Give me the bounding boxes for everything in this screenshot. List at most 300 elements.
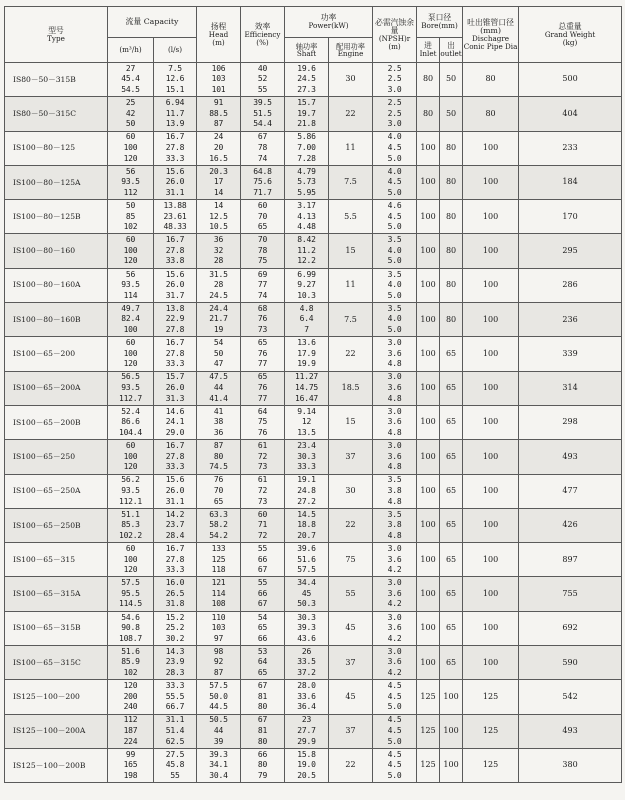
cell-value: 7.5 bbox=[168, 63, 182, 73]
col-engine-header: 配用功率 Engine bbox=[329, 38, 373, 63]
table-row bbox=[5, 474, 622, 508]
cell-value: 67 bbox=[257, 715, 268, 725]
cell-outlet: 65 bbox=[440, 405, 463, 439]
cell-value: 3.6 bbox=[387, 623, 402, 633]
cell-value: 26.0 bbox=[165, 485, 185, 495]
cell-value: 56.2 bbox=[121, 475, 140, 485]
cell-engine: 7.5 bbox=[329, 165, 373, 199]
col-shaft-header: 轴功率 Shaft bbox=[285, 38, 329, 63]
cell-q-ls bbox=[154, 63, 197, 97]
cell-value: 2.5 bbox=[387, 74, 402, 84]
cell-value: 100 bbox=[123, 451, 138, 461]
cell-value: 33.3 bbox=[165, 462, 185, 472]
cell-value: 67 bbox=[257, 565, 268, 575]
cell-value: 65 bbox=[257, 623, 268, 633]
cell-discharge: 100 bbox=[463, 200, 519, 234]
cell-outlet: 65 bbox=[440, 337, 463, 371]
cell-value: 65 bbox=[257, 667, 268, 677]
cell-value: 18.8 bbox=[297, 520, 316, 530]
cell-value: 15.8 bbox=[297, 749, 316, 759]
cell-value: 19.9 bbox=[297, 359, 316, 369]
table-row bbox=[5, 680, 622, 714]
cell-value: 120 bbox=[123, 359, 138, 369]
cell-discharge: 125 bbox=[463, 714, 519, 748]
cell-inlet: 100 bbox=[417, 131, 440, 165]
cell-shaft bbox=[285, 405, 329, 439]
cell-value: 69 bbox=[257, 269, 268, 279]
col-power-header: 功率 Power(kW) bbox=[285, 7, 373, 38]
cell-value: 6.99 bbox=[297, 269, 316, 279]
cell-value: 50 bbox=[213, 348, 224, 358]
cell-value: 74 bbox=[257, 153, 268, 163]
cell-eff bbox=[241, 543, 285, 577]
cell-type: IS100－65－250A bbox=[5, 474, 108, 508]
cell-outlet: 65 bbox=[440, 543, 463, 577]
cell-value: 80 bbox=[213, 451, 224, 461]
cell-value: 114 bbox=[211, 588, 226, 598]
cell-npsh bbox=[373, 337, 417, 371]
cell-value: 27.8 bbox=[165, 348, 185, 358]
cell-value: 55 bbox=[257, 84, 268, 94]
cell-weight: 170 bbox=[519, 200, 622, 234]
cell-value: 78 bbox=[257, 245, 268, 255]
cell-eff bbox=[241, 611, 285, 645]
cell-npsh bbox=[373, 268, 417, 302]
cell-value: 45 bbox=[301, 588, 312, 598]
cell-engine: 37 bbox=[329, 440, 373, 474]
cell-value: 65 bbox=[213, 496, 224, 506]
cell-value: 31.1 bbox=[165, 715, 185, 725]
cell-value: 23.9 bbox=[165, 657, 185, 667]
cell-value: 27.2 bbox=[297, 496, 316, 506]
cell-value: 93.5 bbox=[121, 177, 140, 187]
cell-type: IS100－80－160 bbox=[5, 234, 108, 268]
cell-q-ls bbox=[154, 474, 197, 508]
cell-outlet: 100 bbox=[440, 748, 463, 782]
cell-value: 4.2 bbox=[387, 565, 402, 575]
cell-value: 97 bbox=[213, 633, 224, 643]
cell-value: 76 bbox=[257, 383, 268, 393]
cell-eff bbox=[241, 680, 285, 714]
cell-outlet: 100 bbox=[440, 714, 463, 748]
cell-value: 15.6 bbox=[165, 475, 185, 485]
cell-value: 3.6 bbox=[387, 588, 402, 598]
cell-value: 19.6 bbox=[297, 63, 316, 73]
cell-value: 66 bbox=[257, 588, 268, 598]
cell-weight: 339 bbox=[519, 337, 622, 371]
cell-value: 16.5 bbox=[209, 153, 228, 163]
cell-value: 200 bbox=[123, 691, 138, 701]
cell-value: 3.0 bbox=[387, 578, 402, 588]
cell-value: 44 bbox=[213, 725, 224, 735]
cell-q-ls bbox=[154, 97, 197, 131]
table-row bbox=[5, 577, 622, 611]
cell-value: 30.3 bbox=[297, 451, 316, 461]
cell-value: 24.1 bbox=[165, 417, 185, 427]
cell-value: 15.6 bbox=[165, 166, 185, 176]
cell-value: 5.0 bbox=[387, 736, 402, 746]
cell-value: 24.8 bbox=[297, 485, 316, 495]
cell-value: 14.75 bbox=[294, 383, 319, 393]
col-outlet-header: 出 outlet bbox=[440, 38, 463, 63]
cell-head bbox=[197, 680, 241, 714]
table-row bbox=[5, 165, 622, 199]
cell-outlet: 100 bbox=[440, 680, 463, 714]
cell-value: 3.6 bbox=[387, 348, 402, 358]
cell-value: 73 bbox=[257, 325, 268, 335]
cell-value: 20 bbox=[213, 142, 224, 152]
cell-value: 31.1 bbox=[165, 187, 185, 197]
cell-engine: 45 bbox=[329, 680, 373, 714]
cell-engine: 30 bbox=[329, 474, 373, 508]
cell-inlet: 100 bbox=[417, 405, 440, 439]
cell-value: 4.0 bbox=[387, 245, 402, 255]
cell-head bbox=[197, 234, 241, 268]
cell-value: 24.5 bbox=[297, 74, 316, 84]
cell-value: 5.0 bbox=[387, 222, 402, 232]
cell-inlet: 80 bbox=[417, 97, 440, 131]
cell-weight: 692 bbox=[519, 611, 622, 645]
cell-value: 14.2 bbox=[165, 509, 185, 519]
cell-q-m3h bbox=[108, 611, 154, 645]
cell-value: 4.8 bbox=[387, 393, 402, 403]
cell-shaft bbox=[285, 714, 329, 748]
cell-value: 3.6 bbox=[387, 417, 402, 427]
cell-shaft bbox=[285, 508, 329, 542]
cell-shaft bbox=[285, 646, 329, 680]
cell-discharge: 100 bbox=[463, 474, 519, 508]
cell-value: 4.5 bbox=[387, 142, 402, 152]
cell-value: 28 bbox=[213, 256, 224, 266]
cell-value: 20.7 bbox=[297, 530, 316, 540]
cell-value: 25.2 bbox=[165, 623, 185, 633]
cell-engine: 22 bbox=[329, 97, 373, 131]
cell-q-ls bbox=[154, 165, 197, 199]
cell-value: 62.5 bbox=[165, 736, 185, 746]
cell-value: 13.8 bbox=[165, 303, 185, 313]
cell-value: 102 bbox=[123, 667, 138, 677]
cell-value: 27.8 bbox=[165, 451, 185, 461]
cell-type: IS100－65－200A bbox=[5, 371, 108, 405]
cell-value: 198 bbox=[123, 770, 138, 780]
cell-value: 39.5 bbox=[253, 98, 272, 108]
cell-value: 4.8 bbox=[387, 462, 402, 472]
cell-npsh bbox=[373, 646, 417, 680]
cell-value: 4.0 bbox=[387, 166, 402, 176]
cell-value: 51.6 bbox=[297, 554, 316, 564]
table-row bbox=[5, 646, 622, 680]
cell-value: 11.2 bbox=[297, 245, 316, 255]
cell-value: 66 bbox=[257, 554, 268, 564]
cell-engine: 55 bbox=[329, 577, 373, 611]
cell-value: 78 bbox=[257, 142, 268, 152]
cell-inlet: 100 bbox=[417, 268, 440, 302]
cell-value: 70 bbox=[257, 211, 268, 221]
table-row bbox=[5, 200, 622, 234]
cell-value: 15.1 bbox=[165, 84, 185, 94]
cell-value: 34.1 bbox=[209, 760, 228, 770]
col-npsh-header: 必需汽蚀余量 (NPSH)r (m) bbox=[373, 7, 417, 63]
cell-value: 54.2 bbox=[209, 530, 228, 540]
cell-value: 60 bbox=[125, 338, 136, 348]
cell-value: 6.94 bbox=[165, 98, 185, 108]
cell-value: 77 bbox=[257, 280, 268, 290]
cell-value: 67 bbox=[257, 599, 268, 609]
cell-value: 64 bbox=[257, 657, 268, 667]
cell-value: 4.13 bbox=[297, 211, 316, 221]
cell-value: 71 bbox=[257, 520, 268, 530]
table-row bbox=[5, 63, 622, 97]
cell-eff bbox=[241, 97, 285, 131]
cell-type: IS100－65－250B bbox=[5, 508, 108, 542]
cell-value: 39.3 bbox=[209, 749, 228, 759]
cell-q-ls bbox=[154, 405, 197, 439]
cell-shaft bbox=[285, 611, 329, 645]
cell-value: 17 bbox=[213, 177, 224, 187]
cell-inlet: 80 bbox=[417, 63, 440, 97]
cell-value: 33.3 bbox=[165, 153, 185, 163]
cell-outlet: 65 bbox=[440, 440, 463, 474]
cell-value: 77 bbox=[257, 359, 268, 369]
cell-weight: 298 bbox=[519, 405, 622, 439]
cell-value: 75.6 bbox=[253, 177, 272, 187]
table-row bbox=[5, 440, 622, 474]
cell-shaft bbox=[285, 680, 329, 714]
cell-value: 37.2 bbox=[297, 667, 316, 677]
table-row bbox=[5, 508, 622, 542]
cell-value: 93.5 bbox=[121, 485, 140, 495]
cell-value: 14.5 bbox=[297, 509, 316, 519]
cell-type: IS100－65－250 bbox=[5, 440, 108, 474]
cell-discharge: 100 bbox=[463, 543, 519, 577]
cell-value: 72 bbox=[257, 530, 268, 540]
cell-value: 82.4 bbox=[121, 314, 140, 324]
cell-discharge: 100 bbox=[463, 371, 519, 405]
cell-value: 2.5 bbox=[387, 108, 402, 118]
cell-value: 19.1 bbox=[297, 475, 316, 485]
cell-value: 15.6 bbox=[165, 269, 185, 279]
cell-engine: 15 bbox=[329, 234, 373, 268]
cell-npsh bbox=[373, 303, 417, 337]
col-type-header: 型号 Type bbox=[5, 7, 108, 63]
cell-value: 28.3 bbox=[165, 667, 185, 677]
cell-value: 16.7 bbox=[165, 338, 185, 348]
cell-value: 61 bbox=[257, 441, 268, 451]
col-head-header: 扬程 Head (m) bbox=[197, 7, 241, 63]
cell-value: 99 bbox=[125, 749, 136, 759]
cell-shaft bbox=[285, 200, 329, 234]
cell-value: 12.2 bbox=[297, 256, 316, 266]
cell-value: 32 bbox=[213, 245, 224, 255]
cell-value: 27.3 bbox=[297, 84, 316, 94]
cell-value: 86.6 bbox=[121, 417, 140, 427]
cell-outlet: 65 bbox=[440, 611, 463, 645]
cell-value: 79 bbox=[257, 770, 268, 780]
cell-value: 25 bbox=[125, 98, 136, 108]
cell-shaft bbox=[285, 748, 329, 782]
cell-value: 125 bbox=[211, 554, 226, 564]
cell-value: 45.4 bbox=[121, 74, 140, 84]
cell-outlet: 65 bbox=[440, 474, 463, 508]
cell-value: 20.5 bbox=[297, 770, 316, 780]
cell-value: 50.3 bbox=[297, 599, 316, 609]
cell-discharge: 100 bbox=[463, 646, 519, 680]
header-row-top bbox=[5, 7, 622, 38]
cell-value: 103 bbox=[211, 623, 226, 633]
cell-shaft bbox=[285, 337, 329, 371]
cell-head bbox=[197, 303, 241, 337]
cell-q-m3h bbox=[108, 474, 154, 508]
cell-type: IS100－80－160A bbox=[5, 268, 108, 302]
cell-head bbox=[197, 405, 241, 439]
cell-value: 100 bbox=[123, 325, 138, 335]
cell-value: 65 bbox=[257, 222, 268, 232]
cell-eff bbox=[241, 371, 285, 405]
cell-head bbox=[197, 474, 241, 508]
cell-value: 3.0 bbox=[387, 612, 402, 622]
cell-engine: 37 bbox=[329, 646, 373, 680]
cell-value: 39 bbox=[213, 736, 224, 746]
cell-type: IS100－80－125A bbox=[5, 165, 108, 199]
cell-value: 85.9 bbox=[121, 657, 140, 667]
cell-value: 4.0 bbox=[387, 280, 402, 290]
cell-value: 240 bbox=[123, 702, 138, 712]
cell-value: 5.0 bbox=[387, 702, 402, 712]
cell-value: 68 bbox=[257, 303, 268, 313]
cell-value: 54.5 bbox=[121, 84, 140, 94]
cell-value: 104.4 bbox=[118, 427, 143, 437]
cell-engine: 22 bbox=[329, 748, 373, 782]
cell-value: 31.3 bbox=[165, 393, 185, 403]
table-row bbox=[5, 337, 622, 371]
cell-value: 50 bbox=[125, 200, 136, 210]
cell-value: 52.4 bbox=[121, 406, 140, 416]
cell-value: 12.6 bbox=[165, 74, 185, 84]
cell-value: 8.42 bbox=[297, 235, 316, 245]
cell-value: 114.5 bbox=[118, 599, 143, 609]
cell-npsh bbox=[373, 165, 417, 199]
cell-value: 31.8 bbox=[165, 599, 185, 609]
cell-value: 4.2 bbox=[387, 667, 402, 677]
cell-value: 100 bbox=[123, 554, 138, 564]
cell-value: 88.5 bbox=[209, 108, 228, 118]
cell-shaft bbox=[285, 474, 329, 508]
cell-value: 50 bbox=[125, 119, 136, 129]
cell-q-m3h bbox=[108, 234, 154, 268]
cell-value: 5.86 bbox=[297, 132, 316, 142]
cell-type: IS100－65－315 bbox=[5, 543, 108, 577]
cell-value: 3.0 bbox=[387, 372, 402, 382]
cell-value: 22.9 bbox=[165, 314, 185, 324]
cell-value: 16.47 bbox=[294, 393, 319, 403]
cell-value: 4.5 bbox=[387, 211, 402, 221]
cell-value: 74.5 bbox=[209, 462, 228, 472]
cell-value: 98 bbox=[213, 646, 224, 656]
cell-value: 49.7 bbox=[121, 303, 140, 313]
cell-npsh bbox=[373, 748, 417, 782]
cell-shaft bbox=[285, 440, 329, 474]
cell-q-ls bbox=[154, 714, 197, 748]
cell-type: IS100－65－200B bbox=[5, 405, 108, 439]
cell-q-ls bbox=[154, 131, 197, 165]
cell-value: 56.5 bbox=[121, 372, 140, 382]
cell-value: 27.7 bbox=[297, 725, 316, 735]
cell-q-ls bbox=[154, 371, 197, 405]
cell-discharge: 100 bbox=[463, 234, 519, 268]
cell-q-m3h bbox=[108, 748, 154, 782]
cell-value: 10.3 bbox=[297, 290, 316, 300]
cell-eff bbox=[241, 440, 285, 474]
cell-shaft bbox=[285, 63, 329, 97]
cell-value: 100 bbox=[123, 245, 138, 255]
cell-value: 29.9 bbox=[297, 736, 316, 746]
cell-eff bbox=[241, 268, 285, 302]
cell-engine: 15 bbox=[329, 405, 373, 439]
cell-value: 80 bbox=[257, 760, 268, 770]
cell-value: 76 bbox=[257, 314, 268, 324]
cell-discharge: 80 bbox=[463, 97, 519, 131]
cell-weight: 404 bbox=[519, 97, 622, 131]
cell-value: 50.0 bbox=[209, 691, 228, 701]
cell-outlet: 80 bbox=[440, 165, 463, 199]
cell-q-m3h bbox=[108, 303, 154, 337]
cell-q-ls bbox=[154, 268, 197, 302]
cell-value: 24.5 bbox=[209, 290, 228, 300]
cell-engine: 11 bbox=[329, 131, 373, 165]
col-capacity-ls-header: (l/s) bbox=[154, 38, 197, 63]
cell-value: 75 bbox=[257, 417, 268, 427]
cell-eff bbox=[241, 405, 285, 439]
cell-value: 33.6 bbox=[297, 691, 316, 701]
cell-value: 56 bbox=[125, 269, 136, 279]
cell-value: 3.0 bbox=[387, 119, 402, 129]
cell-value: 27 bbox=[125, 63, 136, 73]
cell-head bbox=[197, 200, 241, 234]
cell-value: 55 bbox=[257, 543, 268, 553]
cell-value: 14 bbox=[213, 200, 224, 210]
cell-value: 66 bbox=[257, 749, 268, 759]
cell-shaft bbox=[285, 234, 329, 268]
cell-value: 28.4 bbox=[165, 530, 185, 540]
cell-value: 3.5 bbox=[387, 475, 402, 485]
cell-type: IS100－80－125 bbox=[5, 131, 108, 165]
cell-head bbox=[197, 714, 241, 748]
cell-value: 52 bbox=[257, 74, 268, 84]
cell-q-m3h bbox=[108, 268, 154, 302]
cell-value: 77 bbox=[257, 393, 268, 403]
cell-eff bbox=[241, 234, 285, 268]
cell-value: 120 bbox=[123, 565, 138, 575]
pump-spec-table bbox=[4, 6, 622, 783]
cell-head bbox=[197, 543, 241, 577]
cell-npsh bbox=[373, 577, 417, 611]
cell-value: 28.0 bbox=[297, 681, 316, 691]
cell-value: 76 bbox=[213, 475, 224, 485]
cell-value: 66 bbox=[257, 633, 268, 643]
table-row bbox=[5, 131, 622, 165]
cell-q-ls bbox=[154, 646, 197, 680]
cell-q-ls bbox=[154, 303, 197, 337]
cell-value: 27.8 bbox=[165, 325, 185, 335]
cell-inlet: 100 bbox=[417, 337, 440, 371]
cell-value: 21.8 bbox=[297, 119, 316, 129]
cell-type: IS80－50－315C bbox=[5, 97, 108, 131]
cell-value: 112.7 bbox=[118, 393, 143, 403]
cell-value: 11.7 bbox=[165, 108, 185, 118]
cell-engine: 37 bbox=[329, 714, 373, 748]
cell-value: 4.8 bbox=[387, 427, 402, 437]
cell-value: 92 bbox=[213, 657, 224, 667]
